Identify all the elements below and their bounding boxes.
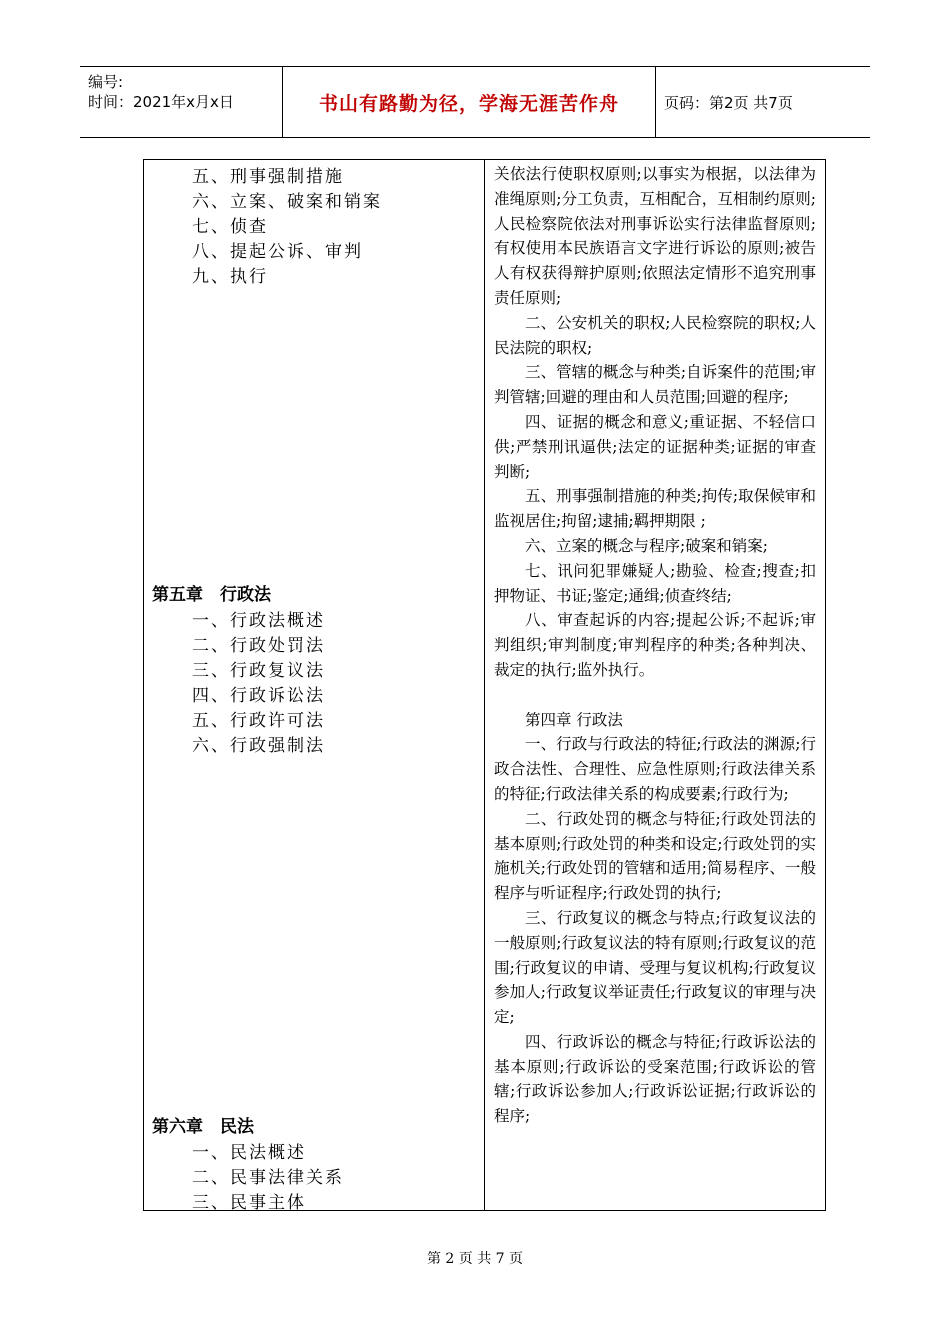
page-footer: 第 2 页 共 7 页: [426, 1251, 524, 1267]
content-paragraph: 三、行政复议的概念与特点;行政复议法的一般原则;行政复议法的特有原则;行政复议的范围;行政复议的申请、受理与复议机构;行政复议参加人;行政复议举证责任;行政复议的审理与决定;: [494, 908, 816, 1027]
outline-column: [144, 160, 484, 1213]
header-motto-cell: [283, 67, 656, 137]
outline-item: 四、行政诉讼法: [192, 686, 325, 706]
outline-item: 一、民法概述: [192, 1143, 306, 1163]
outline-item: 一、行政法概述: [192, 611, 325, 631]
content-paragraph: 四、证据的概念和意义;重证据、不轻信口供;严禁刑讯逼供;法定的证据种类;证据的审查判断;: [494, 412, 816, 481]
content-paragraph: 七、讯问犯罪嫌疑人;勘验、检查;搜查;扣押物证、书证;鉴定;通缉;侦查终结;: [494, 561, 816, 605]
outline-item: 六、行政强制法: [192, 736, 325, 756]
content-paragraph: 四、行政诉讼的概念与特征;行政诉讼法的基本原则;行政诉讼的受案范围;行政诉讼的管辖;行政诉讼参加人;行政诉讼证据;行政诉讼的程序;: [494, 1032, 816, 1126]
document-number: 编号:: [88, 73, 124, 91]
outline-item: 九、执行: [192, 267, 268, 287]
content-paragraph: 二、公安机关的职权;人民检察院的职权;人民法院的职权;: [494, 313, 816, 357]
content-paragraph: 八、审查起诉的内容;提起公诉;不起诉;审判组织;审判制度;审判程序的种类;各种判决、裁定的执行;监外执行。: [494, 611, 816, 679]
chapter-heading: 第五章 行政法: [152, 585, 271, 605]
header-page-cell: [656, 67, 870, 137]
header-meta-cell: [80, 67, 283, 137]
outline-item: 三、民事主体: [192, 1193, 306, 1213]
outline-item: 六、立案、破案和销案: [192, 192, 382, 212]
chapter-heading: 第六章 民法: [152, 1117, 254, 1137]
outline-item: 三、行政复议法: [192, 661, 325, 681]
outline-item: 二、民事法律关系: [192, 1168, 344, 1188]
outline-item: 八、提起公诉、审判: [192, 242, 363, 262]
content-column: [494, 162, 816, 1129]
page-header: [80, 66, 870, 138]
content-paragraph: 六、立案的概念与程序;破案和销案;: [525, 536, 768, 555]
content-paragraph: 一、行政与行政法的特征;行政法的渊源;行政合法性、合理性、应急性原则;行政法律关系的特征;行政法律关系的构成要素;行政行为;: [494, 735, 816, 803]
content-paragraph: 五、刑事强制措施的种类;拘传;取保候审和监视居住;拘留;逮捕;羁押期限 ;: [494, 487, 816, 531]
spacer: [494, 683, 816, 708]
content-paragraph: 三、管辖的概念与种类;自诉案件的范围;审判管辖;回避的理由和人员范围;回避的程序;: [494, 363, 816, 407]
syllabus-table: [143, 159, 826, 1211]
content-paragraph: 关依法行使职权原则;以事实为根据，以法律为准绳原则;分工负责，互相配合，互相制约原则;人民检察院依法对刑事诉讼实行法律监督原则;有权使用本民族语言文字进行诉讼的原则;被告人有权获得辩护原则;依照法定情形不追究刑事责任原则;: [494, 165, 816, 307]
outline-item: 二、行政处罚法: [192, 636, 325, 656]
outline-item: 七、侦查: [192, 217, 268, 237]
outline-item: 五、刑事强制措施: [192, 167, 344, 187]
chapter-subheading: 第四章 行政法: [525, 710, 623, 729]
document-date: 时间：2021年x月x日: [88, 93, 234, 111]
outline-item: 五、行政许可法: [192, 711, 325, 731]
motto: 书山有路勤为径，学海无涯苦作舟: [318, 92, 619, 115]
content-paragraph: 二、行政处罚的概念与特征;行政处罚法的基本原则;行政处罚的种类和设定;行政处罚的实施机关;行政处罚的管辖和适用;简易程序、一般程序与听证程序;行政处罚的执行;: [494, 809, 816, 903]
page-info: 页码：第2页 共7页: [664, 93, 793, 112]
column-divider: [484, 160, 485, 1210]
